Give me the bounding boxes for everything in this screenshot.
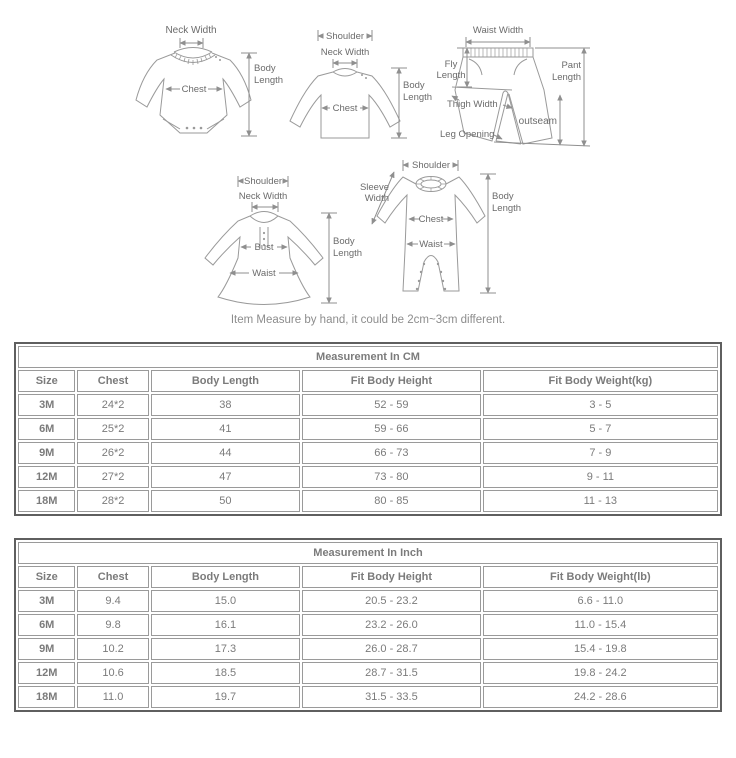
cell-chest: 11.0 bbox=[77, 686, 148, 708]
cell-fit-body-weight: 6.6 - 11.0 bbox=[483, 590, 718, 612]
cell-fit-body-weight: 15.4 - 19.8 bbox=[483, 638, 718, 660]
pants-pant-length-label-2: Length bbox=[551, 72, 581, 83]
cell-fit-body-height: 80 - 85 bbox=[302, 490, 481, 512]
romper-chest-label: Chest bbox=[418, 214, 444, 225]
table-row bbox=[18, 394, 718, 416]
shirt-neck-width-label: Neck Width bbox=[320, 47, 370, 58]
cell-fit-body-height: 23.2 - 26.0 bbox=[302, 614, 481, 636]
cell-body-length: 41 bbox=[151, 418, 300, 440]
dress-neckline bbox=[250, 212, 278, 223]
dress-body-length-label-2: Length bbox=[333, 248, 363, 259]
cell-fit-body-weight: 11.0 - 15.4 bbox=[483, 614, 718, 636]
pants-waist-width-label: Waist Width bbox=[472, 25, 524, 36]
romper-outline bbox=[377, 177, 485, 291]
romper-body-length-label-2: Length bbox=[492, 203, 522, 214]
cell-body-length: 16.1 bbox=[151, 614, 300, 636]
pants-fly-length-label-2: Length bbox=[436, 70, 466, 81]
table-row bbox=[18, 466, 718, 488]
table-row bbox=[18, 662, 718, 684]
cell-chest: 26*2 bbox=[77, 442, 148, 464]
shirt-chest-label: Chest bbox=[332, 103, 358, 114]
pants-waistband bbox=[463, 48, 533, 57]
cell-size: 6M bbox=[18, 418, 75, 440]
column-header-body-length: Body Length bbox=[151, 370, 300, 392]
cell-fit-body-weight: 24.2 - 28.6 bbox=[483, 686, 718, 708]
romper-collar-inner bbox=[421, 180, 441, 188]
cell-chest: 27*2 bbox=[77, 466, 148, 488]
cell-chest: 9.4 bbox=[77, 590, 148, 612]
column-header-chest: Chest bbox=[77, 370, 148, 392]
cell-size: 9M bbox=[18, 442, 75, 464]
cell-body-length: 19.7 bbox=[151, 686, 300, 708]
dress-neck-width-label: Neck Width bbox=[238, 191, 288, 202]
dress-body-length-label-1: Body bbox=[333, 236, 355, 247]
cell-size: 3M bbox=[18, 394, 75, 416]
cell-size: 9M bbox=[18, 638, 75, 660]
table-row bbox=[18, 614, 718, 636]
cell-fit-body-weight: 7 - 9 bbox=[483, 442, 718, 464]
cell-fit-body-weight: 11 - 13 bbox=[483, 490, 718, 512]
table-title-row bbox=[18, 346, 718, 368]
cell-body-length: 18.5 bbox=[151, 662, 300, 684]
dress-diagram bbox=[205, 212, 323, 305]
dress-bust-label: Bust bbox=[254, 242, 274, 253]
cell-fit-body-height: 52 - 59 bbox=[302, 394, 481, 416]
column-header-fit-body-height: Fit Body Height bbox=[302, 566, 481, 588]
column-header-body-length: Body Length bbox=[151, 566, 300, 588]
pants-pant-length-label-1: Pant bbox=[561, 60, 581, 71]
romper-body-length-label-1: Body bbox=[492, 191, 514, 202]
dress-waist-label: Waist bbox=[252, 268, 276, 279]
pants-crotch bbox=[452, 87, 512, 93]
table-row bbox=[18, 590, 718, 612]
cell-fit-body-weight: 5 - 7 bbox=[483, 418, 718, 440]
bodysuit-body-length-label-1: Body bbox=[254, 63, 276, 74]
shirt-neckline bbox=[333, 69, 357, 77]
cell-fit-body-height: 31.5 - 33.5 bbox=[302, 686, 481, 708]
cell-size: 3M bbox=[18, 590, 75, 612]
column-header-size: Size bbox=[18, 370, 75, 392]
romper-sleeve-width-label-2: Width bbox=[364, 193, 389, 204]
cell-size: 18M bbox=[18, 686, 75, 708]
cell-body-length: 44 bbox=[151, 442, 300, 464]
dress-outline bbox=[205, 216, 323, 305]
cell-fit-body-height: 26.0 - 28.7 bbox=[302, 638, 481, 660]
measurement-table-inch bbox=[14, 538, 722, 712]
table-title-row bbox=[18, 542, 718, 564]
cell-chest: 10.2 bbox=[77, 638, 148, 660]
pants-gusset bbox=[496, 93, 521, 144]
romper-snaps bbox=[416, 263, 446, 290]
table-row bbox=[18, 418, 718, 440]
cell-body-length: 17.3 bbox=[151, 638, 300, 660]
table-header-row bbox=[18, 370, 718, 392]
shirt-shoulder-label: Shoulder bbox=[325, 31, 365, 42]
column-header-fit-body-weight: Fit Body Weight(kg) bbox=[483, 370, 718, 392]
table-row bbox=[18, 638, 718, 660]
column-header-fit-body-weight: Fit Body Weight(lb) bbox=[483, 566, 718, 588]
table-title: Measurement In Inch bbox=[18, 542, 718, 564]
romper-diagram bbox=[377, 177, 485, 292]
pants-waistband-ribbing bbox=[467, 48, 527, 57]
bodysuit-chest-label: Chest bbox=[181, 84, 207, 95]
measurement-note: Item Measure by hand, it could be 2cm~3cm different. bbox=[230, 314, 506, 326]
table-row bbox=[18, 686, 718, 708]
dress-shoulder-label: Shoulder bbox=[243, 176, 283, 187]
cell-fit-body-height: 73 - 80 bbox=[302, 466, 481, 488]
cell-chest: 10.6 bbox=[77, 662, 148, 684]
cell-size: 12M bbox=[18, 662, 75, 684]
bodysuit-neck-width-label: Neck Width bbox=[165, 25, 217, 36]
measurement-diagrams bbox=[0, 0, 736, 312]
cell-body-length: 38 bbox=[151, 394, 300, 416]
pants-thigh-width-label: Thigh Width bbox=[447, 99, 498, 110]
pants-fly-length-label-1: Fly bbox=[444, 59, 458, 70]
cell-size: 12M bbox=[18, 466, 75, 488]
column-header-fit-body-height: Fit Body Height bbox=[302, 370, 481, 392]
cell-fit-body-weight: 19.8 - 24.2 bbox=[483, 662, 718, 684]
shirt-body-length-label-1: Body bbox=[403, 80, 425, 91]
romper-shoulder-label: Shoulder bbox=[411, 160, 451, 171]
size-tables-section bbox=[0, 342, 736, 730]
column-header-size: Size bbox=[18, 566, 75, 588]
column-header-chest: Chest bbox=[77, 566, 148, 588]
garment-diagrams-svg bbox=[0, 0, 736, 312]
cell-fit-body-height: 28.7 - 31.5 bbox=[302, 662, 481, 684]
table-header-row bbox=[18, 566, 718, 588]
table-row bbox=[18, 490, 718, 512]
cell-body-length: 50 bbox=[151, 490, 300, 512]
cell-chest: 24*2 bbox=[77, 394, 148, 416]
measurement-table-cm bbox=[14, 342, 722, 516]
shirt-body-length-label-2: Length bbox=[403, 92, 433, 103]
bodysuit-body-length-label-2: Length bbox=[254, 75, 284, 86]
cell-fit-body-weight: 3 - 5 bbox=[483, 394, 718, 416]
cell-fit-body-weight: 9 - 11 bbox=[483, 466, 718, 488]
romper-sleeve-width-label-1: Sleeve bbox=[359, 182, 389, 193]
table-title: Measurement In CM bbox=[18, 346, 718, 368]
cell-chest: 25*2 bbox=[77, 418, 148, 440]
table-row bbox=[18, 442, 718, 464]
cell-fit-body-height: 20.5 - 23.2 bbox=[302, 590, 481, 612]
pants-outseam-label: outseam bbox=[518, 116, 557, 127]
pants-leg-opening-label: Leg Opening bbox=[440, 129, 495, 140]
cell-size: 6M bbox=[18, 614, 75, 636]
cell-chest: 9.8 bbox=[77, 614, 148, 636]
romper-waist-label: Waist bbox=[419, 239, 443, 250]
cell-fit-body-height: 59 - 66 bbox=[302, 418, 481, 440]
cell-chest: 28*2 bbox=[77, 490, 148, 512]
pants-pockets bbox=[469, 59, 527, 75]
cell-fit-body-height: 66 - 73 bbox=[302, 442, 481, 464]
cell-size: 18M bbox=[18, 490, 75, 512]
cell-body-length: 15.0 bbox=[151, 590, 300, 612]
cell-body-length: 47 bbox=[151, 466, 300, 488]
